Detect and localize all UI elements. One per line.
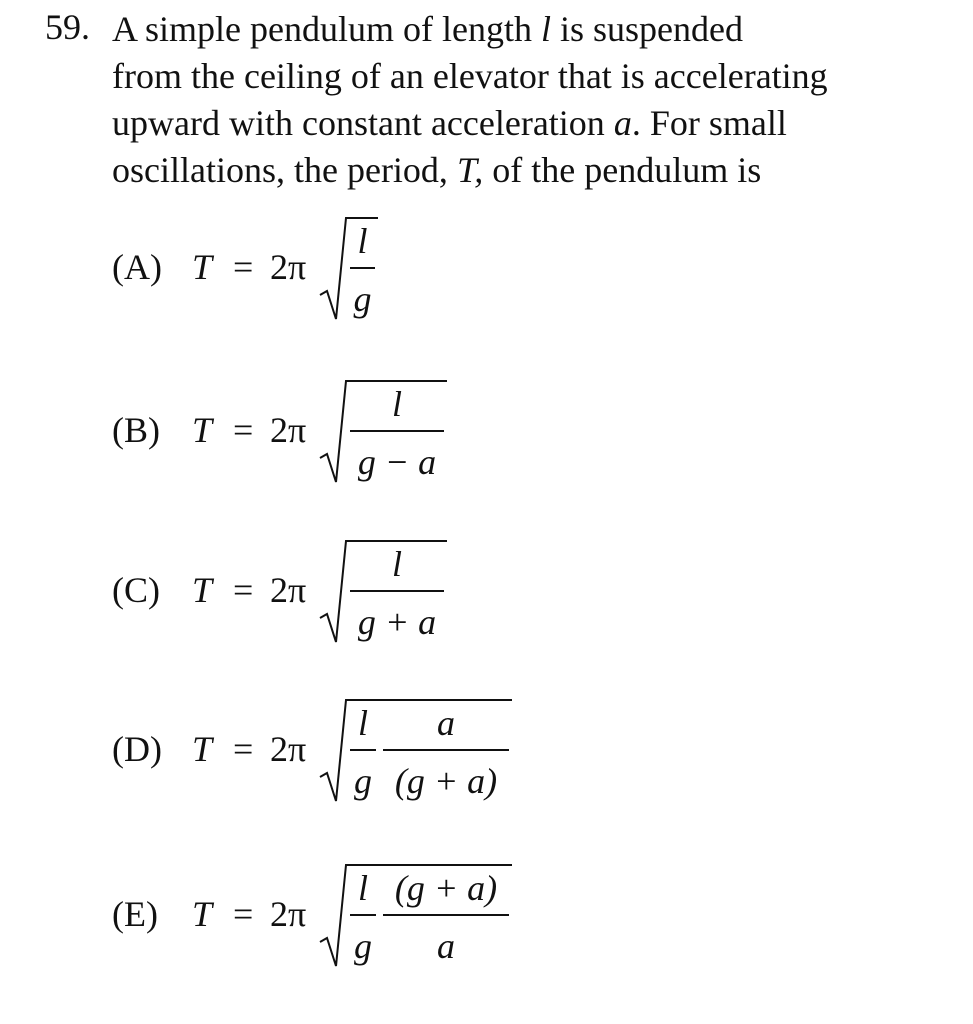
option-label: (D) — [112, 729, 162, 769]
numerator: a — [437, 703, 455, 743]
equals-sign: = — [233, 570, 254, 610]
coefficient: 2π — [270, 410, 307, 450]
lhs-T: T — [192, 410, 213, 450]
numerator: l — [391, 384, 403, 424]
question-line — [112, 147, 952, 194]
denominator: g — [354, 926, 372, 966]
var-a: a — [613, 103, 632, 143]
var-l: l — [540, 9, 551, 49]
option-a[interactable] — [0, 215, 600, 325]
text: . For small — [631, 103, 787, 143]
denominator: a — [437, 926, 455, 966]
question-line — [112, 53, 952, 100]
denominator: g — [353, 279, 372, 319]
numerator: l — [357, 868, 369, 908]
question-line — [112, 100, 952, 147]
denominator: g — [354, 761, 372, 801]
text: oscillations, the period, — [112, 150, 457, 190]
option-label: (E) — [112, 894, 158, 934]
equals-sign: = — [233, 410, 254, 450]
lhs-T: T — [192, 729, 213, 769]
numerator: l — [357, 221, 368, 261]
denominator: g − a — [357, 442, 437, 482]
text: from the ceiling of an elevator that is accelerating — [112, 56, 828, 96]
question-number: 59. — [45, 7, 90, 47]
denominator: g + a — [357, 602, 437, 642]
option-d[interactable] — [0, 697, 600, 807]
var-T: T, — [456, 150, 484, 190]
text: is suspended — [550, 9, 743, 49]
question-line — [112, 6, 952, 53]
option-label: (C) — [112, 570, 160, 610]
option-b[interactable] — [0, 378, 600, 488]
lhs-T: T — [192, 894, 213, 934]
equals-sign: = — [233, 247, 254, 287]
text: of the pendulum is — [483, 150, 762, 190]
option-c[interactable] — [0, 538, 600, 648]
coefficient: 2π — [270, 247, 307, 287]
coefficient: 2π — [270, 570, 307, 610]
question-text — [112, 6, 952, 194]
coefficient: 2π — [270, 894, 307, 934]
numerator: l — [391, 544, 403, 584]
option-label: (B) — [112, 410, 160, 450]
equals-sign: = — [233, 894, 254, 934]
option-e[interactable] — [0, 862, 600, 972]
lhs-T: T — [192, 247, 213, 287]
text: A simple pendulum of length — [112, 9, 541, 49]
denominator: (g + a) — [394, 761, 498, 801]
numerator: l — [357, 703, 369, 743]
coefficient: 2π — [270, 729, 307, 769]
lhs-T: T — [192, 570, 213, 610]
option-label: (A) — [112, 247, 162, 287]
text: upward with constant acceleration — [112, 103, 614, 143]
numerator: (g + a) — [394, 868, 498, 908]
equals-sign: = — [233, 729, 254, 769]
